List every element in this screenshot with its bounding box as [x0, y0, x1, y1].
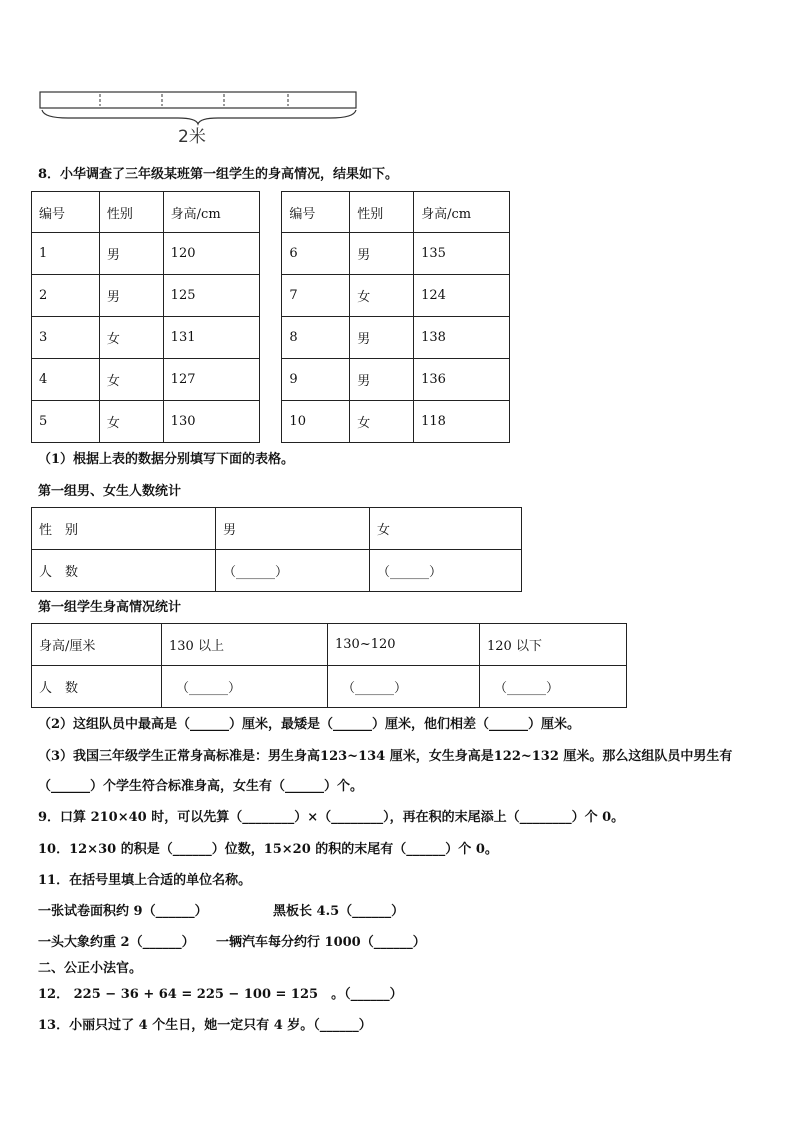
table-cell: 130 [163, 401, 259, 443]
table-cell: 5 [32, 401, 100, 443]
answer-blank-below-120[interactable]: （______） [480, 666, 627, 708]
answer-blank-male[interactable]: （______） [216, 550, 370, 592]
table-cell: 身高/厘米 [32, 624, 162, 666]
table-gap [259, 359, 282, 401]
section-2-heading: 二、公正小法官。 [38, 961, 143, 976]
table-cell: 9 [282, 359, 350, 401]
table-cell: 136 [414, 359, 510, 401]
ruler-brace [42, 110, 356, 124]
ruler-label: 2米 [178, 127, 206, 146]
table-row [32, 401, 510, 443]
height-data-table [31, 191, 510, 443]
table-cell: 125 [163, 275, 259, 317]
table-cell: 130 以上 [162, 624, 328, 666]
table-cell: 男 [350, 233, 414, 275]
table-cell: 2 [32, 275, 100, 317]
table-cell: 性 别 [32, 508, 216, 550]
table-row [32, 624, 627, 666]
answer-blank-female[interactable]: （______） [370, 550, 522, 592]
q8-title: 8．小华调查了三年级某班第一组学生的身高情况，结果如下。 [38, 167, 399, 182]
table-cell: 138 [414, 317, 510, 359]
header-cell: 性别 [350, 192, 414, 233]
q9: 9．口算 210×40 时，可以先算（________）×（________），再在积的末尾添上（________）个 0。 [38, 810, 625, 825]
table-cell: 131 [163, 317, 259, 359]
table-cell: 男 [350, 317, 414, 359]
q8-part2: （2）这组队员中最高是（______）厘米，最矮是（______）厘米，他们相差（______）厘米。 [38, 717, 581, 732]
table-row [32, 550, 522, 592]
q8-part3-line1: （3）我国三年级学生正常身高标准是：男生身高123~134 厘米，女生身高是122~132 厘米。那么这组队员中男生有 [38, 749, 733, 764]
table-gap [259, 233, 282, 275]
table-gap [259, 401, 282, 443]
table-cell: 3 [32, 317, 100, 359]
q11-c: 一头大象约重 2（______） [38, 935, 195, 950]
table-cell: 135 [414, 233, 510, 275]
ruler-figure [38, 86, 360, 146]
height-table-title: 第一组学生身高情况统计 [38, 600, 182, 615]
gender-table-title: 第一组男、女生人数统计 [38, 484, 182, 499]
table-cell: 男 [99, 233, 163, 275]
table-cell: 女 [370, 508, 522, 550]
table-cell: 7 [282, 275, 350, 317]
table-cell: 120 以下 [480, 624, 627, 666]
table-cell: 10 [282, 401, 350, 443]
q13: 13．小丽只过了 4 个生日，她一定只有 4 岁。（______） [38, 1018, 372, 1033]
height-stat-table [31, 623, 627, 708]
ruler-bar [40, 92, 356, 108]
q8-part3-line2: （______）个学生符合标准身高，女生有（______）个。 [38, 779, 364, 794]
table-cell: 女 [350, 275, 414, 317]
q12: 12． 225 − 36 + 64 = 225 − 100 = 125 。（______） [38, 987, 403, 1002]
table-cell: 6 [282, 233, 350, 275]
q10: 10．12×30 的积是（______）位数，15×20 的积的末尾有（______）个 0。 [38, 842, 498, 857]
table-row [32, 275, 510, 317]
table-gap [259, 275, 282, 317]
table-cell: 8 [282, 317, 350, 359]
table-cell: 4 [32, 359, 100, 401]
table-cell: 男 [350, 359, 414, 401]
table-row [32, 508, 522, 550]
q11-d: 一辆汽车每分约行 1000（______） [216, 935, 426, 950]
table-row [32, 317, 510, 359]
header-cell: 身高/cm [414, 192, 510, 233]
table-row [32, 233, 510, 275]
answer-blank-120-130[interactable]: （______） [328, 666, 480, 708]
table-row [32, 666, 627, 708]
q11-title: 11．在括号里填上合适的单位名称。 [38, 873, 252, 888]
table-row [32, 359, 510, 401]
q11-b: 黑板长 4.5（______） [273, 904, 405, 919]
table-cell: 120 [163, 233, 259, 275]
table-cell: 男 [99, 275, 163, 317]
header-cell: 身高/cm [163, 192, 259, 233]
table-cell: 人 数 [32, 550, 216, 592]
table-gap [259, 192, 282, 233]
q11-a: 一张试卷面积约 9（______） [38, 904, 208, 919]
table-cell: 1 [32, 233, 100, 275]
header-cell: 编号 [282, 192, 350, 233]
q8-part1: （1）根据上表的数据分别填写下面的表格。 [38, 452, 295, 467]
table-cell: 118 [414, 401, 510, 443]
table-cell: 127 [163, 359, 259, 401]
table-cell: 124 [414, 275, 510, 317]
answer-blank-above-130[interactable]: （______） [162, 666, 328, 708]
table-gap [259, 317, 282, 359]
table-row [32, 192, 510, 233]
header-cell: 性别 [99, 192, 163, 233]
table-cell: 130~120 [328, 624, 480, 666]
table-cell: 女 [99, 359, 163, 401]
table-cell: 女 [350, 401, 414, 443]
gender-count-table [31, 507, 522, 592]
table-cell: 男 [216, 508, 370, 550]
header-cell: 编号 [32, 192, 100, 233]
table-cell: 女 [99, 401, 163, 443]
table-cell: 女 [99, 317, 163, 359]
table-cell: 人 数 [32, 666, 162, 708]
